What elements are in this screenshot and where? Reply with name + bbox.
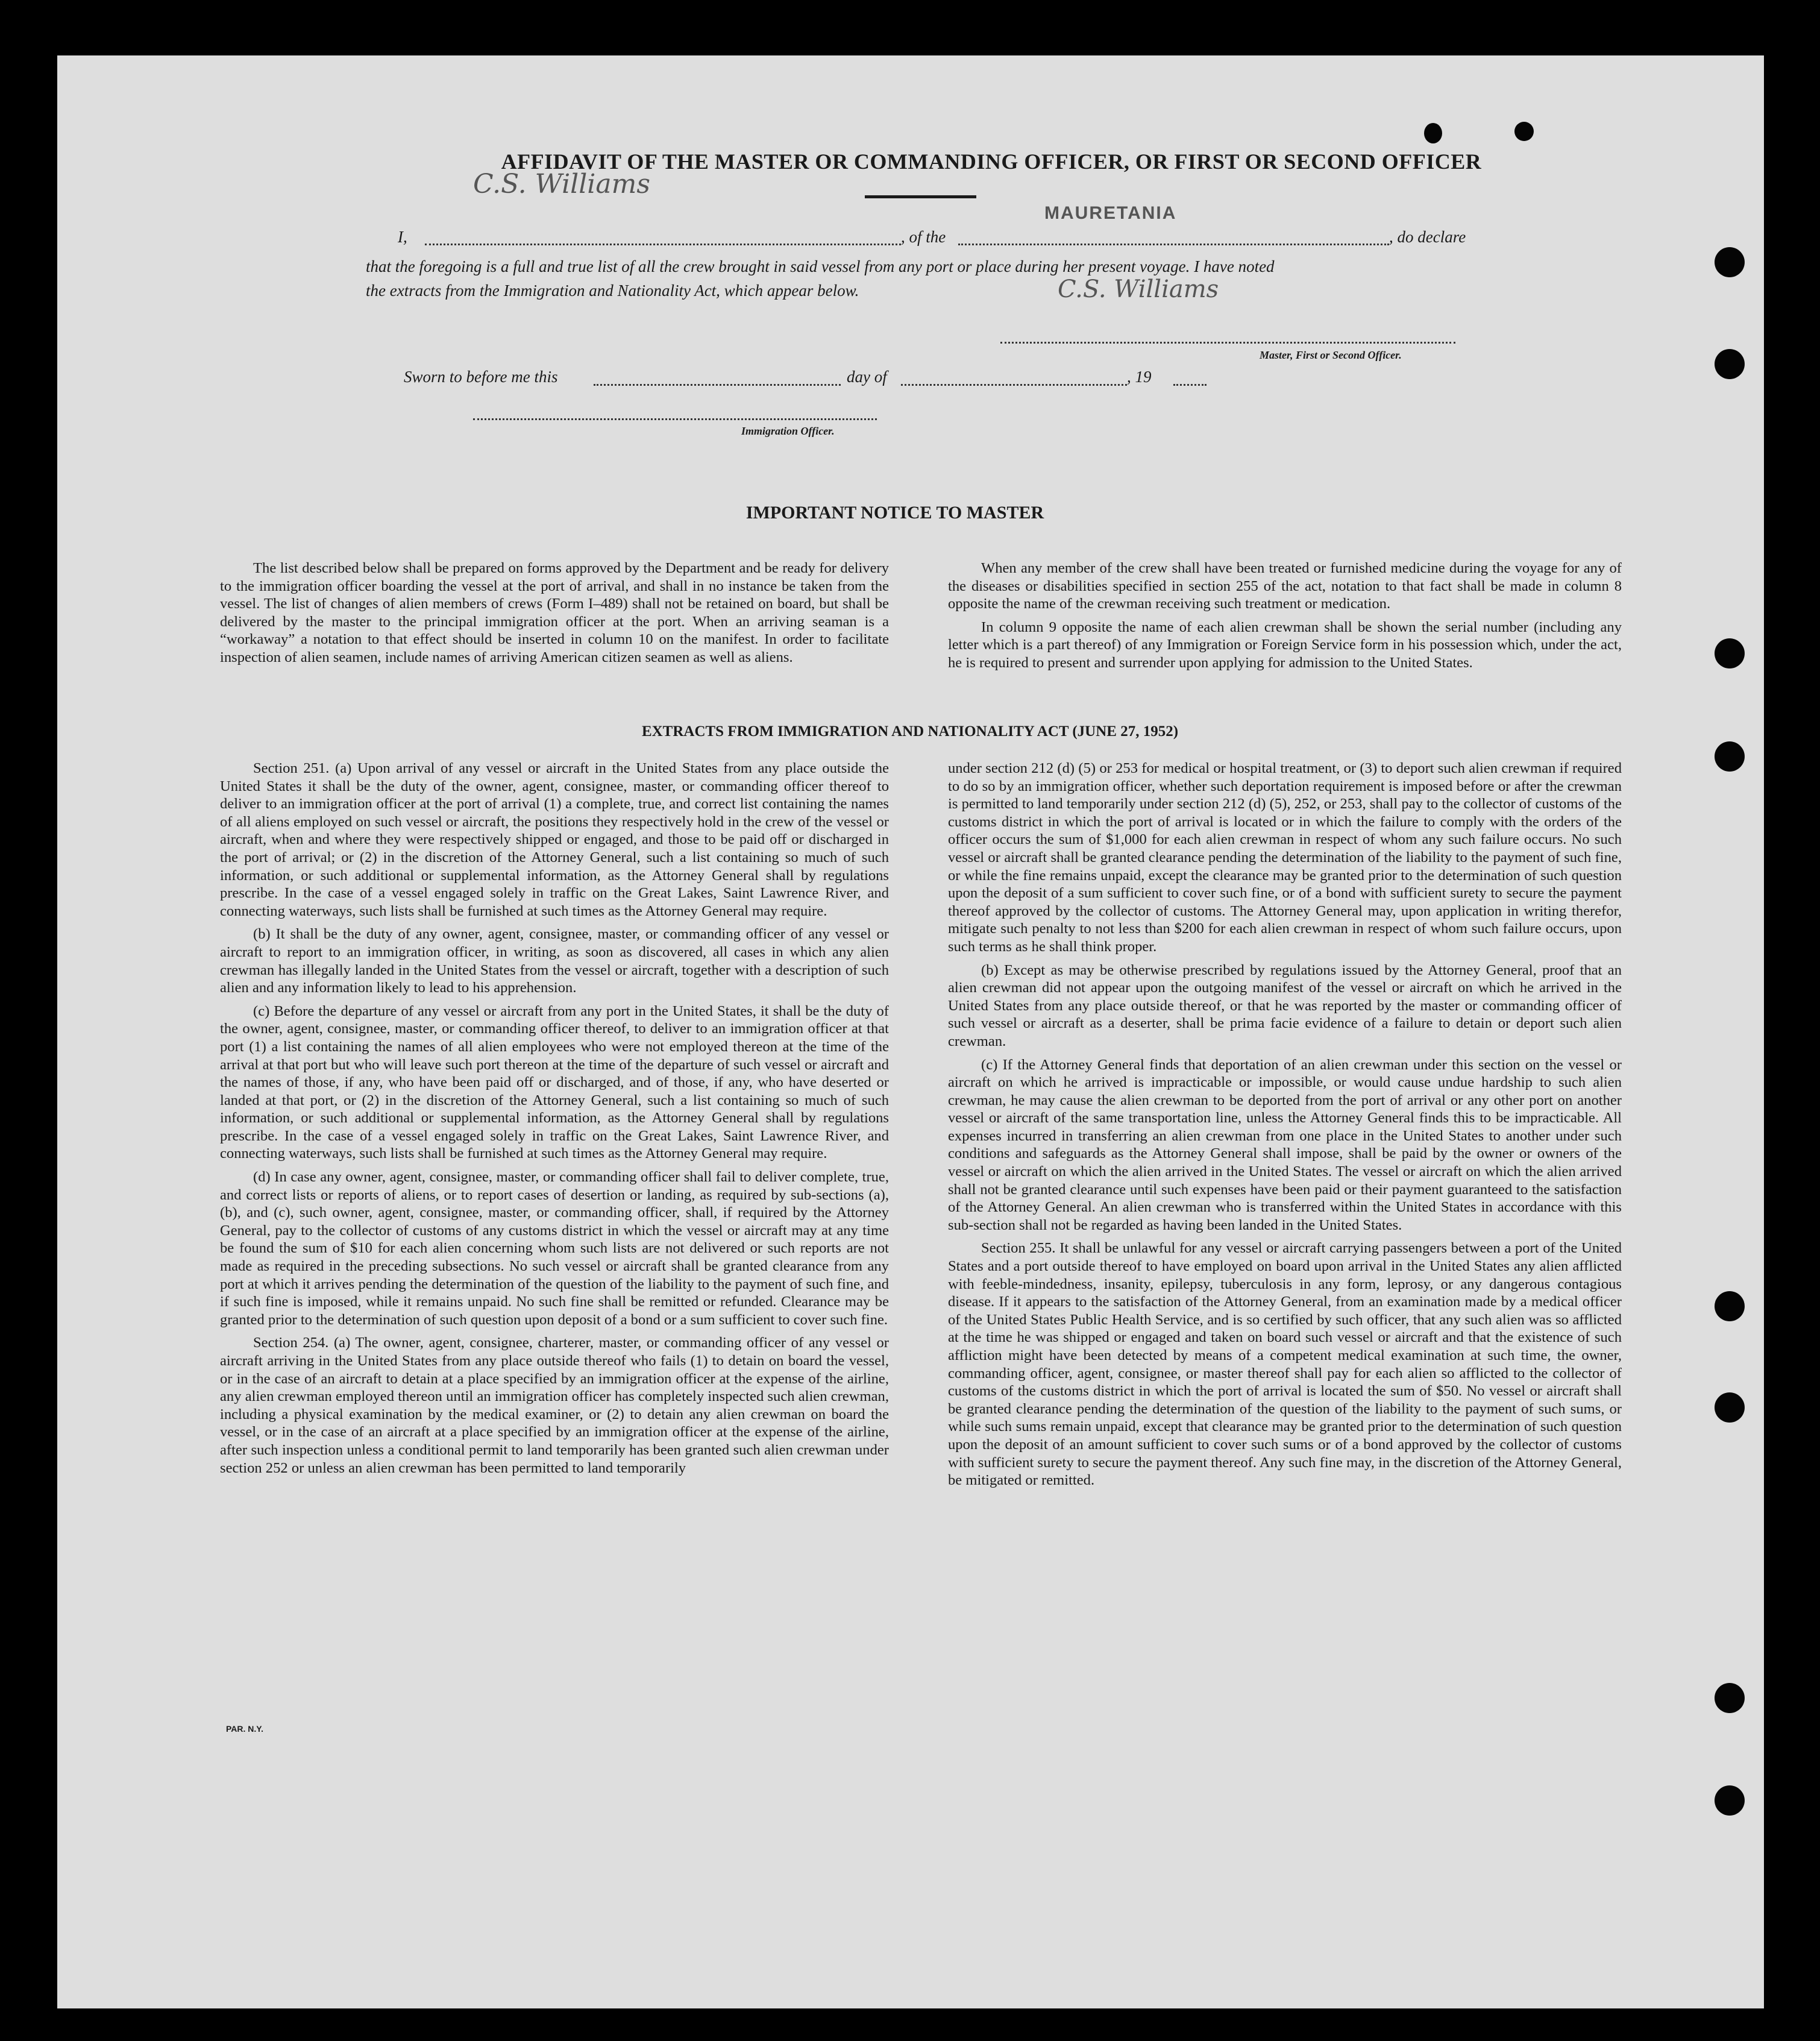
- extract-right-paragraph: (b) Except as may be otherwise prescribed by regulations issued by the Attorney General, proof that an alien crewman did not appear upon the outgoing manifest of the vessel or aircraft on which he arrived in the United States from any place outside thereof, or that he was reported by the master or commanding officer of such vessel or aircraft as a deserter, shall be prima facie evidence of a failure to detain or deport such alien crewman.: [948, 961, 1622, 1049]
- extract-left-paragraph: Section 254. (a) The owner, agent, consignee, charterer, master, or commanding officer of any vessel or aircraft arriving in the United States from any place outside thereof who fails (1) to detain on board the vessel, or in the case of an aircraft to detain at a place specified by an immigration officer at the expense of the airline, any alien crewman employed thereon until an immigration officer has completely inspected such alien crewman, including a physical examination by the medical examiner, or (2) to detain any alien crewman on board the vessel, or in the case of an aircraft at a place specified by an immigration officer at the expense of the airline, after such inspection unless a conditional permit to land temporarily has been granted such alien crewman under section 252 or unless an alien crewman has been permitted to land temporarily: [220, 1335, 889, 1476]
- binder-hole-4: [1715, 741, 1745, 772]
- do-declare-label: , do declare: [1389, 228, 1466, 246]
- notice-right-paragraph-2: In column 9 opposite the name of each alien crewman shall be shown the serial number (including any letter which is a part thereof) of any Immigration or Foreign Service form in his possession which, under the act, he is required to present and surrender upon applying for admission to the United States.: [948, 618, 1622, 671]
- affidavit-title: AFFIDAVIT OF THE MASTER OR COMMANDING OFFICER, OR FIRST OR SECOND OFFICER: [501, 149, 1482, 174]
- extracts-title: EXTRACTS FROM IMMIGRATION AND NATIONALITY ACT (JUNE 27, 1952): [641, 723, 1179, 740]
- binder-hole-8: [1715, 1785, 1745, 1816]
- sworn-year-field: [1173, 384, 1207, 386]
- extract-left-paragraph: (b) It shall be the duty of any owner, agent, consignee, master, or commanding officer of any vessel or aircraft to report to an immigration officer, in writing, as soon as discovered, all cases in which any alien crewman has illegally landed in the United States from the vessel or aircraft, together with a description of such alien and any information likely to lead to his apprehension.: [220, 926, 889, 996]
- extract-left-paragraph: (d) In case any owner, agent, consignee, master, or commanding officer shall fail to deliver complete, true, and correct lists or reports of aliens, or to report cases of desertion or landing, as required by sub-sections (a), (b), and (c), such owner, agent, consignee, master, or commanding officer, shall, if required by the Attorney General, pay to the collector of customs of any customs district in which the vessel or aircraft may at any time be found the sum of $10 for each alien concerning whom such lists are not delivered or such reports are not made as required in the preceding subsections. No such vessel or aircraft shall be granted clearance from any port at which it arrives pending the determination of the question of the liability to the payment of such fine, and if such fine is imposed, while it remains unpaid. No such fine shall be remitted or refunded. Clearance may be granted prior to the determination of such question upon deposit of a bond or a sum sufficient to cover such fine.: [220, 1169, 889, 1328]
- master-signature-field: [1000, 342, 1455, 344]
- binder-hole-2: [1715, 349, 1745, 379]
- title-divider: [865, 195, 976, 198]
- document-page: [57, 55, 1764, 2008]
- vessel-name-stamp: MAURETANIA: [1044, 203, 1177, 223]
- master-caption: Master, First or Second Officer.: [1260, 349, 1402, 361]
- year-label: , 19: [1127, 368, 1152, 386]
- immigration-officer-caption: Immigration Officer.: [741, 425, 835, 437]
- binder-hole-5: [1715, 1291, 1745, 1321]
- sworn-month-field: [901, 384, 1127, 386]
- extract-right-paragraph: under section 212 (d) (5) or 253 for medical or hospital treatment, or (3) to deport such alien crewman if required to do so by an immigration officer, whether such deportation requirement is imposed before or after the crewman is permitted to land temporarily under section 212 (d) (5), 252, or 253, shall pay to the collector of customs of the customs district in which the port of arrival is located or in which the failure to comply with the orders of the officer occurs the sum of $1,000 for each alien crewman in respect of whom any such failure occurs. No such vessel or aircraft shall be granted clearance pending the determination of the liability to the payment of such fine, or while the fine remains unpaid, except the clearance may be granted prior to the determination of such question upon the deposit of a sum sufficient to cover such fine, or of a bond with sufficient surety to secure the payment thereof approved by the collector of customs. The Attorney General may, upon application in writing therefor, mitigate such penalty to not less than $200 for each alien crewman in respect of whom such failure occurs, upon such terms as he shall think proper.: [948, 760, 1622, 955]
- vessel-name-field: [958, 244, 1389, 245]
- sworn-day-field: [594, 384, 841, 386]
- notice-right-column: [948, 559, 1622, 678]
- day-of-label: day of: [847, 368, 887, 386]
- binder-hole-1: [1715, 247, 1745, 277]
- extract-right-paragraph: (c) If the Attorney General finds that deportation of an alien crewman under this section on the vessel or aircraft on which he arrived is impracticable or impossible, or would cause undue hardship to such alien crewman, he may cause the alien crewman to be deported from the port of arrival or any other port on another vessel or aircraft of the same transportation line, unless the Attorney General finds this to be impracticable. All expenses incurred in transferring an alien crewman from one place in the United States to another under such conditions and safeguards as the Attorney General shall impose, shall be paid by the owner or owners of the vessel or aircraft on which the alien arrived in the United States. The vessel or aircraft on which the alien arrived shall not be granted clearance until such expenses have been paid or their payment guaranteed to the satisfaction of the Attorney General. An alien crewman who is transferred within the United States in accordance with this sub-section shall not be regarded as having been landed in the United States.: [948, 1056, 1622, 1233]
- master-signature: C.S. Williams: [473, 169, 650, 200]
- extract-left-paragraph: Section 251. (a) Upon arrival of any vessel or aircraft in the United States from any place outside the United States it shall be the duty of the owner, agent, consignee, master, or commanding officer thereof to deliver to an immigration officer at the port of arrival (1) a complete, true, and correct list containing the names of all aliens employed on such vessel or aircraft, the positions they respectively hold in the crew of the vessel or aircraft, when and where they were respectively shipped or engaged, and those to be paid off or discharged in the port of arrival; or (2) in the discretion of the Attorney General, such a list containing so much of such information, or such additional or supplemental information, as the Attorney General shall by regulations prescribe. In the case of a vessel engaged solely in traffic on the Great Lakes, Saint Lawrence River, and connecting waterways, such lists shall be furnished at such times as the Attorney General may require.: [220, 760, 889, 919]
- affidavit-body-line2: the extracts from the Immigration and Nationality Act, which appear below.: [366, 281, 859, 300]
- immigration-officer-field: [473, 418, 877, 420]
- extracts-right-column: [948, 759, 1622, 1495]
- affidavit-body-line1: that the foregoing is a full and true list of all the crew brought in said vessel from any port or place during her present voyage. I have noted: [366, 257, 1275, 275]
- notice-title: IMPORTANT NOTICE TO MASTER: [745, 503, 1044, 523]
- extracts-left-column: [220, 759, 889, 1482]
- printer-mark: PAR. N.Y.: [226, 1724, 263, 1734]
- binder-hole-7: [1715, 1683, 1745, 1713]
- notice-left-column: [220, 559, 889, 672]
- extract-right-paragraph: Section 255. It shall be unlawful for any vessel or aircraft carrying passengers between a port of the United States and a port outside thereof to have employed on board upon arrival in the United States any alien afflicted with feeble-mindedness, insanity, epilepsy, tuberculosis in any form, leprosy, or any dangerous contagious disease. If it appears to the satisfaction of the Attorney General, from an examination made by a medical officer of the United States Public Health Service, and is so certified by such officer, that any such alien was so afflicted at the time he was shipped or engaged and taken on board such vessel or aircraft and that the existence of such affliction might have been detected by means of a competent medical examination at such time, the owner, commanding officer, agent, consignee, or master thereof shall pay for each alien so afflicted to the collector of customs of the customs district in which the port of arrival is located the sum of $50. No vessel or aircraft shall be granted clearance pending the determination of the question of the liability to the payment of such sums, or while such sums remain unpaid, except that clearance may be granted prior to the determination of such question upon the deposit of an amount sufficient to cover such sums or of a bond approved by the collector of customs with sufficient surety to secure the payment thereof. Any such fine may, in the discretion of the Attorney General, be mitigated or remitted.: [948, 1240, 1622, 1489]
- of-the-label: , of the: [901, 228, 946, 246]
- punch-speck-2: [1514, 122, 1534, 141]
- binder-hole-3: [1715, 638, 1745, 668]
- i-label: I,: [398, 228, 407, 246]
- master-signature-2: C.S. Williams: [1058, 275, 1219, 303]
- sworn-label: Sworn to before me this: [404, 368, 558, 386]
- extract-left-paragraph: (c) Before the departure of any vessel or aircraft from any port in the United States, it shall be the duty of the owner, agent, consignee, master, or commanding officer thereof, to deliver to an immigration officer at that port (1) a list containing the names of all alien employees who were not employed thereon at the time of the arrival at that port but who will leave such port thereon at the time of the departure of such vessel or aircraft and the names of those, if any, who have been paid off or discharged, and of those, if any, who have deserted or landed at that port, or (2) in the discretion of the Attorney General, such a list containing so much of such information, or such additional or supplemental information, as the Attorney General shall by regulations prescribe. In the case of a vessel engaged solely in traffic on the Great Lakes, Saint Lawrence River, and connecting waterways, such lists shall be furnished at such times as the Attorney General may require.: [220, 1002, 889, 1162]
- master-name-field: [425, 244, 901, 245]
- notice-right-paragraph-1: When any member of the crew shall have been treated or furnished medicine during the voyage for any of the diseases or disabilities specified in section 255 of the act, notation to that fact shall be made in column 8 opposite the name of the crewman receiving such treatment or medication.: [948, 560, 1622, 612]
- notice-left-paragraph: The list described below shall be prepared on forms approved by the Department and be ready for delivery to the immigration officer boarding the vessel at the port of arrival, and shall in no instance be taken from the vessel. The list of changes of alien members of crews (Form I–489) shall not be retained on board, but shall be delivered by the master to the principal immigration officer at the port. When an arriving seaman is a “workaway” a notation to that effect should be inserted in column 10 on the manifest. In order to facilitate inspection of alien seamen, include names of arriving American citizen seamen as well as aliens.: [220, 560, 889, 665]
- binder-hole-6: [1715, 1392, 1745, 1423]
- punch-speck-1: [1424, 123, 1442, 143]
